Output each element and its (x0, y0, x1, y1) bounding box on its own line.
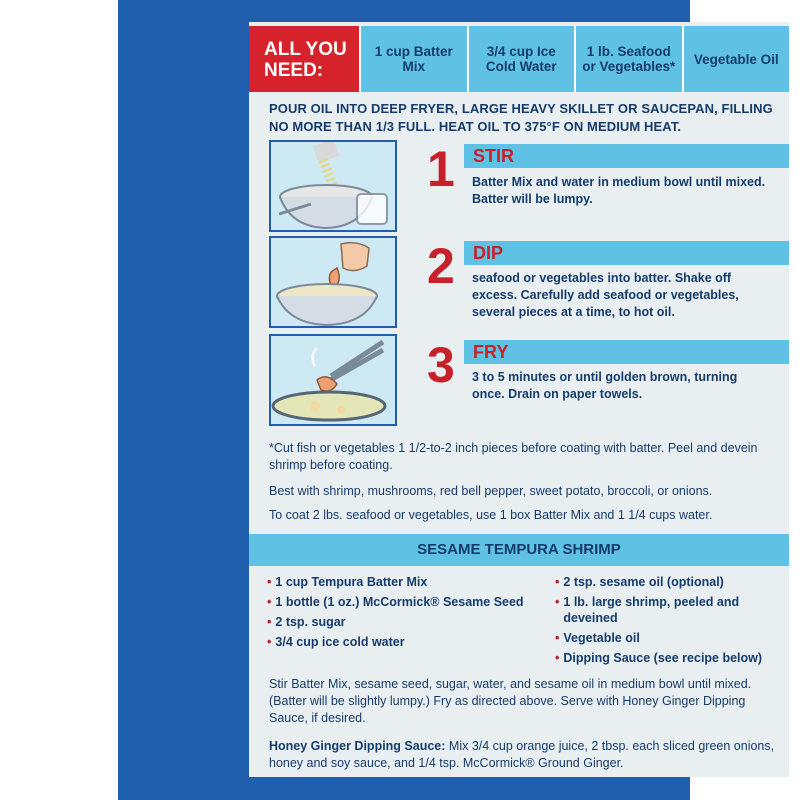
list-item: • 2 tsp. sugar (267, 615, 346, 629)
need-item-batter: 1 cup Batter Mix (359, 26, 467, 92)
recipe-panel (249, 22, 789, 777)
list-item: • 1 bottle (1 oz.) McCormick® Sesame Seed (267, 595, 524, 609)
coat-note: To coat 2 lbs. seafood or vegetables, use 1 box Batter Mix and 1 1/4 cups water. (269, 508, 713, 522)
step-3-number: 3 (427, 337, 455, 393)
cut-note: *Cut fish or vegetables 1 1/2-to-2 inch pieces before coating with batter. Peel and devein shrimp before coating. (269, 441, 758, 472)
step-3-text: 3 to 5 minutes or until golden brown, turning once. Drain on paper towels. (472, 370, 738, 401)
need-item-oil: Vegetable Oil (682, 26, 790, 92)
ingredient-list-right (555, 574, 785, 670)
sauce-recipe (269, 738, 779, 772)
sauce-label: Honey Ginger Dipping Sauce: (269, 739, 446, 753)
list-item: • 3/4 cup ice cold water (267, 635, 405, 649)
dip-illustration (269, 236, 397, 328)
list-item: • 2 tsp. sesame oil (optional) (555, 575, 724, 589)
list-item: • 1 cup Tempura Batter Mix (267, 575, 428, 589)
step-2-title: DIP (464, 241, 789, 265)
need-item-water: 3/4 cup Ice Cold Water (467, 26, 575, 92)
need-item-seafood: 1 lb. Seafood or Vegetables* (574, 26, 682, 92)
all-you-need-title: ALL YOU NEED: (249, 26, 359, 92)
step-3-title: FRY (464, 340, 789, 364)
step-1-text: Batter Mix and water in medium bowl until mixed. Batter will be lumpy. (472, 175, 766, 206)
stir-illustration (269, 140, 397, 232)
sesame-directions: Stir Batter Mix, sesame seed, sugar, water, and sesame oil in medium bowl until mixed. (Batter will be slightly lumpy.) Fry as directed above. Serve with Honey Ginger Dipping Sauce, if desired. (269, 677, 752, 725)
step-2-number: 2 (427, 238, 455, 294)
step-1-number: 1 (427, 141, 455, 197)
step-1-title: STIR (464, 144, 789, 168)
pour-instructions: POUR OIL INTO DEEP FRYER, LARGE HEAVY SKILLET OR SAUCEPAN, FILLING NO MORE THAN 1/3 FULL. HEAT OIL TO 375°F ON MEDIUM HEAT. (269, 101, 773, 134)
fry-illustration (269, 334, 397, 426)
list-item: • Dipping Sauce (see recipe below) (555, 651, 763, 665)
best-note: Best with shrimp, mushrooms, red bell pepper, sweet potato, broccoli, or onions. (269, 484, 713, 498)
all-you-need-bar (249, 26, 789, 92)
list-item: • Vegetable oil (555, 631, 640, 645)
step-2-text: seafood or vegetables into batter. Shake off excess. Carefully add seafood or vegetables, several pieces at a time, to hot oil. (472, 271, 739, 319)
package-back (118, 0, 779, 800)
sauce-text: Mix 3/4 cup orange juice, 2 tbsp. each sliced green onions, honey and soy sauce, and 1/4 tsp. McCormick® Ground Ginger. (269, 739, 775, 770)
list-item: • 1 lb. large shrimp, peeled and deveined (555, 595, 740, 625)
ingredient-list-left (267, 574, 537, 654)
sesame-title: SESAME TEMPURA SHRIMP (249, 534, 789, 566)
